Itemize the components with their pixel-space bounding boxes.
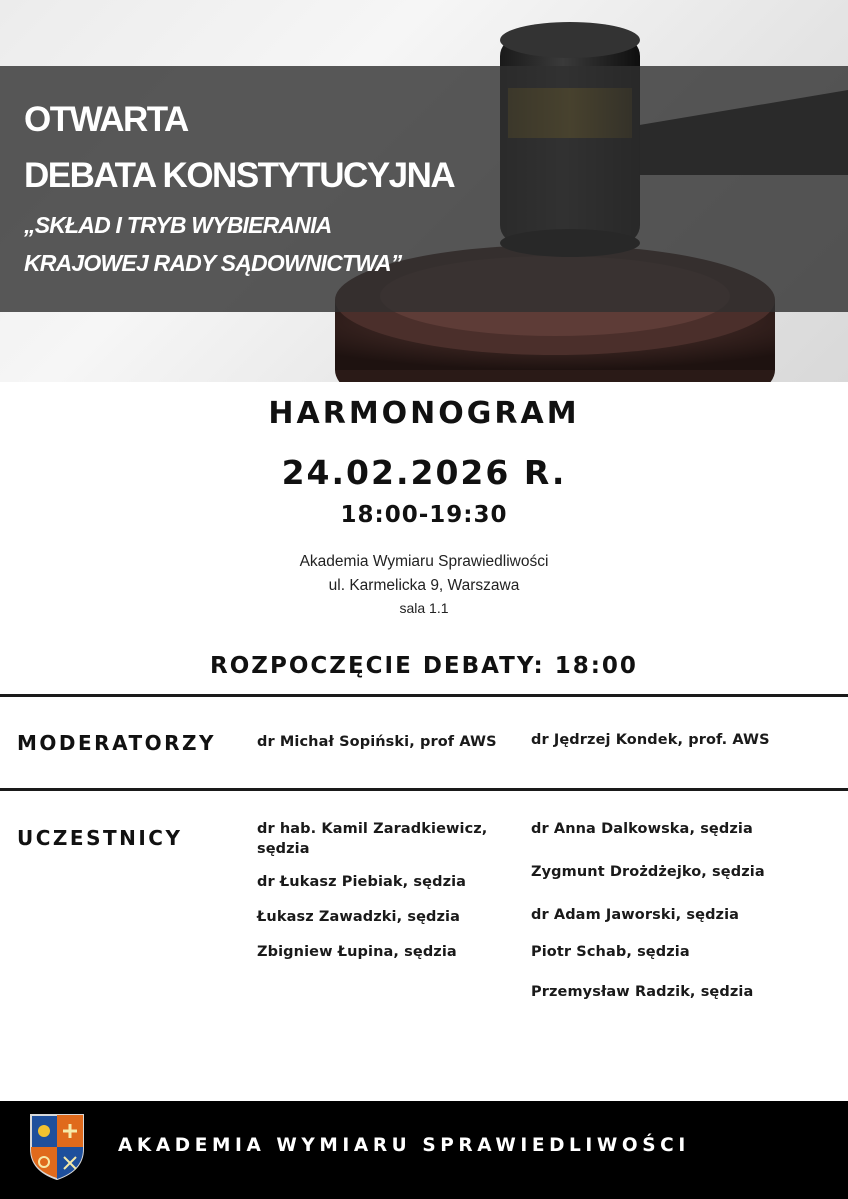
academy-shield-icon bbox=[29, 1113, 85, 1181]
event-title-line2: DEBATA KONSTYTUCYJNA bbox=[24, 156, 455, 195]
event-time: 18:00-19:30 bbox=[340, 502, 508, 528]
participant-item: Zbigniew Łupina, sędzia bbox=[257, 944, 457, 960]
divider bbox=[0, 788, 848, 791]
schedule-heading: HARMONOGRAM bbox=[268, 396, 580, 431]
event-title-line1: OTWARTA bbox=[24, 100, 188, 139]
participant-item: dr Łukasz Piebiak, sędzia bbox=[257, 874, 467, 890]
moderator-item: dr Michał Sopiński, prof AWS bbox=[257, 734, 497, 750]
participant-item: Zygmunt Drożdżejko, sędzia bbox=[531, 864, 765, 880]
event-date: 24.02.2026 R. bbox=[281, 453, 567, 492]
participant-item: sędzia bbox=[257, 841, 310, 857]
participant-item: Łukasz Zawadzki, sędzia bbox=[257, 909, 460, 925]
participant-item: dr Adam Jaworski, sędzia bbox=[531, 907, 740, 923]
venue-address: ul. Karmelicka 9, Warszawa bbox=[328, 577, 520, 594]
moderator-item: dr Jędrzej Kondek, prof. AWS bbox=[531, 732, 770, 748]
participant-item: Przemysław Radzik, sędzia bbox=[531, 984, 754, 1000]
moderators-label: MODERATORZY bbox=[17, 731, 217, 755]
divider bbox=[0, 694, 848, 697]
event-subtitle-line2: KRAJOWEJ RADY SĄDOWNICTWA” bbox=[24, 250, 402, 276]
venue-name: Akademia Wymiaru Sprawiedliwości bbox=[299, 553, 549, 570]
participant-item: dr Anna Dalkowska, sędzia bbox=[531, 821, 753, 837]
footer-academy-name: AKADEMIA WYMIARU SPRAWIEDLIWOŚCI bbox=[118, 1135, 690, 1156]
participant-item: Piotr Schab, sędzia bbox=[531, 944, 690, 960]
participant-item: dr hab. Kamil Zaradkiewicz, bbox=[257, 821, 488, 837]
venue-room: sala 1.1 bbox=[399, 600, 449, 616]
event-subtitle-line1: „SKŁAD I TRYB WYBIERANIA bbox=[24, 212, 332, 238]
debate-start: ROZPOCZĘCIE DEBATY: 18:00 bbox=[210, 653, 638, 679]
participants-label: UCZESTNICY bbox=[17, 826, 183, 850]
